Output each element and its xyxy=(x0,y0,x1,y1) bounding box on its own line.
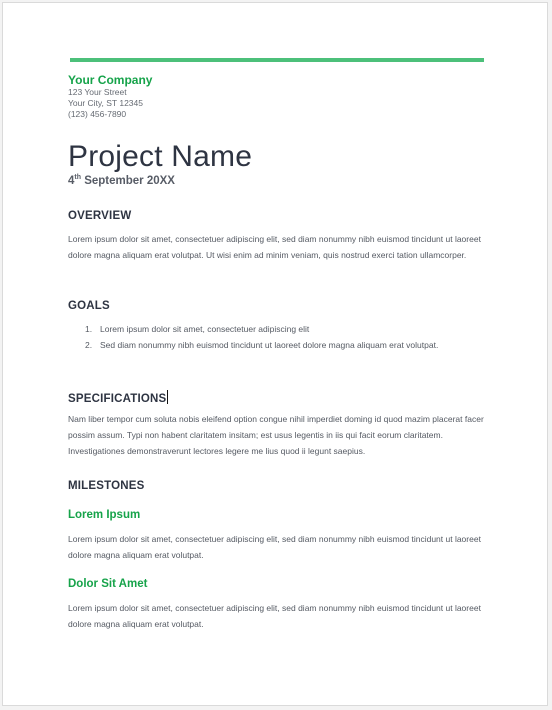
company-city: Your City, ST 12345 xyxy=(68,98,143,108)
milestone-title: Dolor Sit Amet xyxy=(68,578,148,590)
list-item xyxy=(68,337,488,353)
project-date xyxy=(68,175,175,187)
goals-heading: GOALS xyxy=(68,300,110,312)
goals-list xyxy=(68,321,488,353)
list-item xyxy=(68,321,488,337)
list-item-text: Lorem ipsum dolor sit amet, consectetuer adipiscing elit xyxy=(100,324,310,334)
date-day: 4 xyxy=(68,175,75,187)
list-item-number: 1. xyxy=(85,324,93,334)
project-title: Project Name xyxy=(68,140,253,173)
list-item-number: 2. xyxy=(85,340,93,350)
document-page[interactable] xyxy=(2,2,548,706)
company-name: Your Company xyxy=(68,73,153,87)
company-block xyxy=(68,73,152,120)
milestones-heading: MILESTONES xyxy=(68,480,145,492)
date-rest: September 20XX xyxy=(81,175,175,187)
list-item-text: Sed diam nonummy nibh euismod tincidunt ut laoreet dolore magna aliquam erat volutpat. xyxy=(100,340,439,350)
milestone-text: Lorem ipsum dolor sit amet, consectetuer adipiscing elit, sed diam nonummy nibh euismod tincidunt ut laoreet dolore magna aliquam erat volutpat. xyxy=(68,603,481,629)
header-rule xyxy=(70,58,484,62)
text-cursor xyxy=(167,390,168,404)
specifications-text: Nam liber tempor cum soluta nobis eleifend option congue nihil imperdiet doming id quod mazim placerat facer possim assum. Typi non habent claritatem insitam; est usus legentis in iis qui facit eorum claritatem. Investigationes demonstraverunt lectores legere me lius quod ii legunt saepius. xyxy=(68,414,484,456)
company-phone: (123) 456-7890 xyxy=(68,109,127,119)
overview-text: Lorem ipsum dolor sit amet, consectetuer adipiscing elit, sed diam nonummy nibh euismod tincidunt ut laoreet dolore magna aliquam erat volutpat. Ut wisi enim ad minim veniam, quis nostrud exerci tation ullamcorper. xyxy=(68,234,481,260)
specifications-heading[interactable] xyxy=(68,390,168,405)
company-street: 123 Your Street xyxy=(68,87,127,97)
milestone-title: Lorem Ipsum xyxy=(68,509,141,521)
date-suffix: th xyxy=(74,174,82,182)
specifications-heading-text: SPECIFICATIONS xyxy=(68,393,167,405)
milestone-text: Lorem ipsum dolor sit amet, consectetuer adipiscing elit, sed diam nonummy nibh euismod tincidunt ut laoreet dolore magna aliquam erat volutpat. xyxy=(68,534,481,560)
overview-heading: OVERVIEW xyxy=(68,210,132,222)
